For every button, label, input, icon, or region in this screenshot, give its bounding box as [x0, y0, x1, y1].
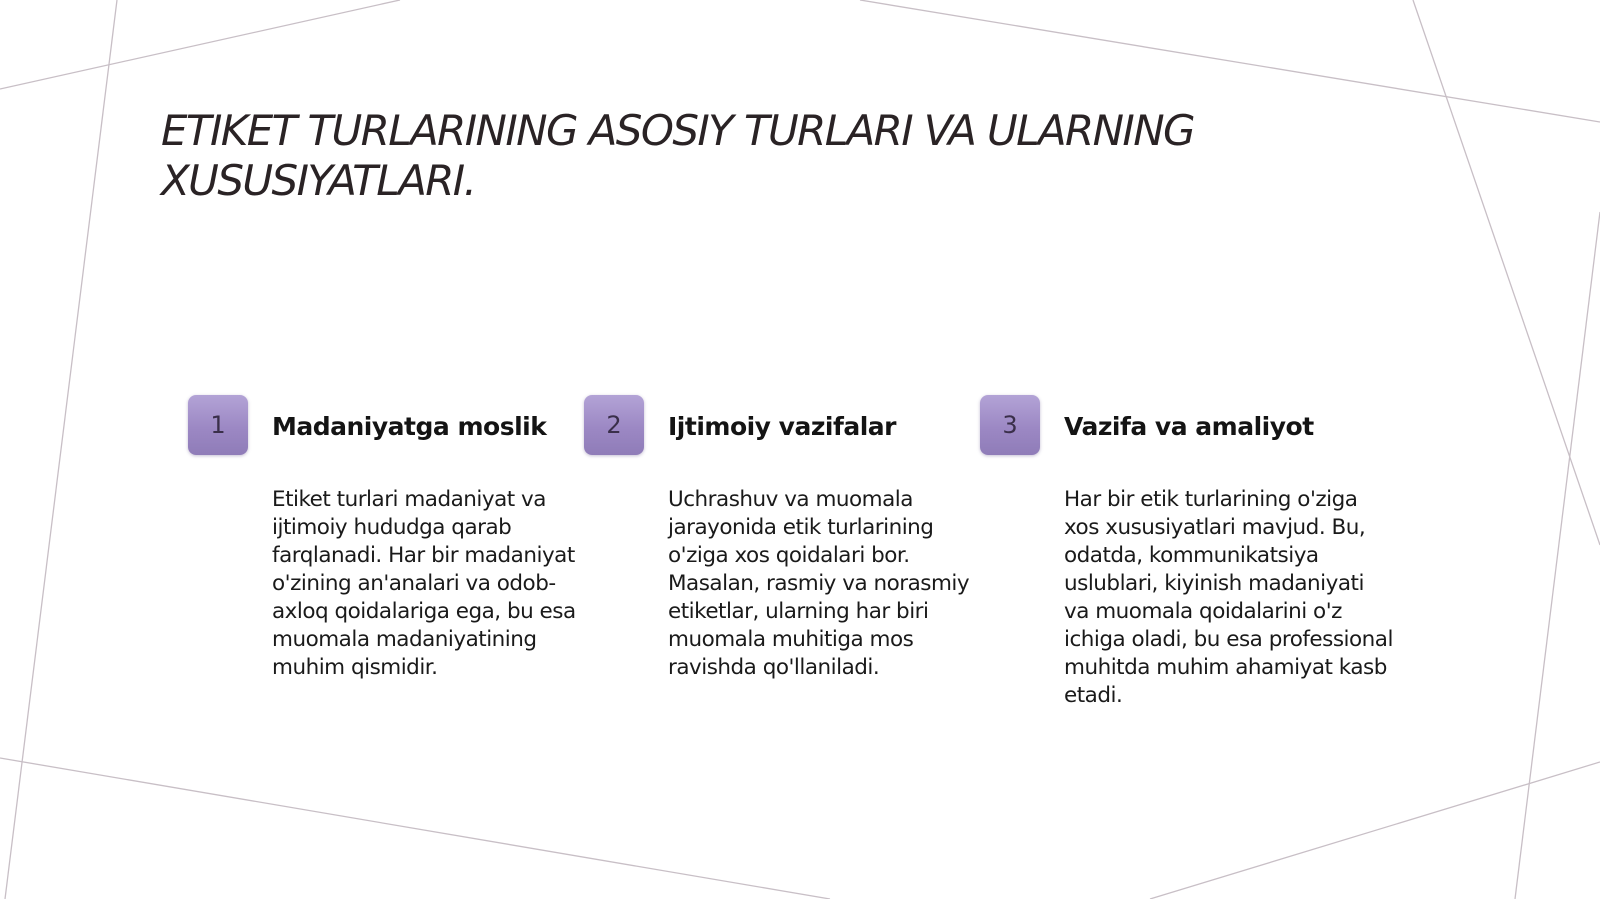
bg-line: [1413, 0, 1600, 545]
card-heading: Vazifa va amaliyot: [1064, 412, 1314, 441]
card-text: Uchrashuv va muomala jarayonida etik turlarining o'ziga xos qoidalari bor. Masalan, rasmiy va norasmiy etiketlar, ularning har biri muomala muhitiga mos ravishda qo'llaniladi.: [668, 487, 970, 680]
number-badge: 2: [584, 395, 644, 455]
card-social-functions: [584, 395, 970, 735]
card-task-practice: [980, 395, 1393, 735]
card-text: Etiket turlari madaniyat va ijtimoiy hududga qarab farqlanadi. Har bir madaniyat o'zining an'analari va odob-axloq qoidalariga ega, bu esa muomala madaniyatining muhim qismidir.: [272, 487, 576, 680]
card-culture-fit: [188, 395, 576, 735]
bg-line: [0, 0, 400, 89]
card-heading: Ijtimoiy vazifalar: [668, 412, 896, 441]
bg-line: [860, 0, 1600, 122]
slide-title: ETIKET TURLARINING ASOSIY TURLARI VA ULARNING XUSUSIYATLARI.: [161, 106, 1194, 205]
card-text: Har bir etik turlarining o'ziga xos xususiyatlari mavjud. Bu, odatda, kommunikatsiya uslublari, kiyinish madaniyati va muomala qoidalarini o'z ichiga oladi, bu esa professional muhitda muhim ahamiyat kasb etadi.: [1064, 487, 1393, 708]
bg-line: [1515, 212, 1600, 899]
number-badge: 3: [980, 395, 1040, 455]
number-badge: 1: [188, 395, 248, 455]
bg-line: [0, 758, 830, 899]
bg-line: [5, 0, 117, 899]
bg-line: [1150, 762, 1600, 899]
card-heading: Madaniyatga moslik: [272, 412, 547, 441]
